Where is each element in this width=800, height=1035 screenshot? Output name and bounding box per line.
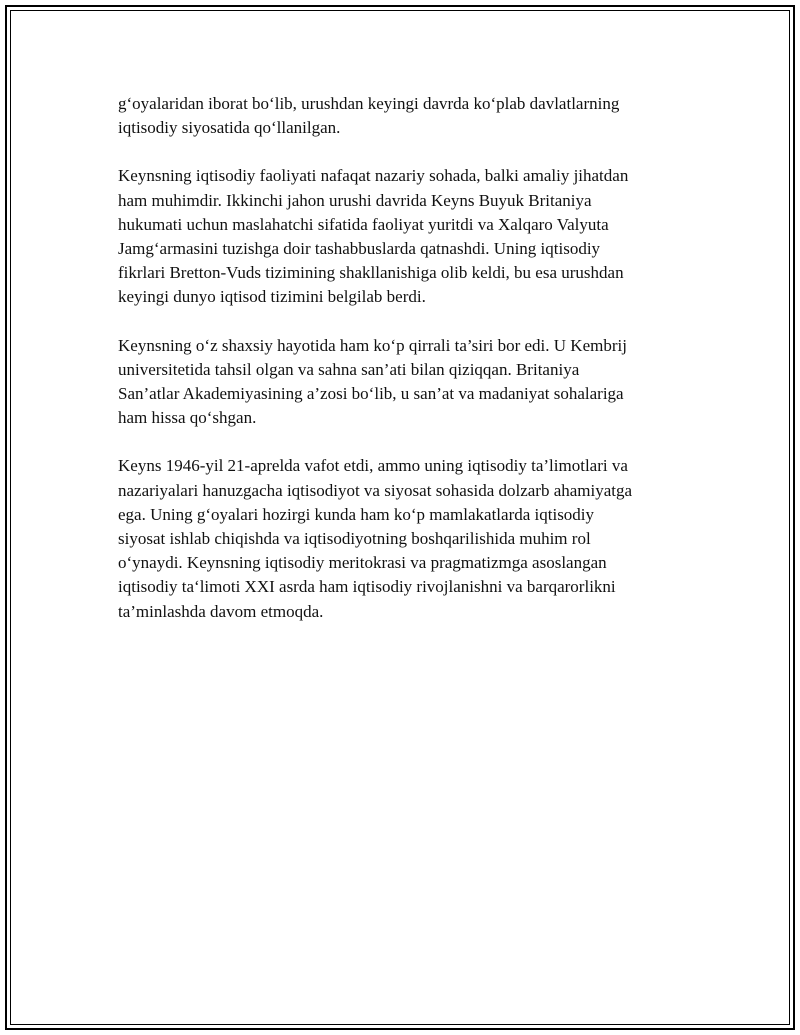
text-line: ham muhimdir. Ikkinchi jahon urushi davrida Keyns Buyuk Britaniya [118,190,592,210]
text-line: Jamg‘armasini tuzishga doir tashabbuslarda qatnashdi. Uning iqtisodiy [118,239,601,259]
text-line: iqtisodiy ta‘limoti XXI asrda ham iqtisodiy rivojlanishni va barqarorlikni [118,577,616,597]
text-line: Keynsning iqtisodiy faoliyati nafaqat nazariy sohada, balki amaliy jihatdan [118,166,629,186]
text-line: fikrlari Bretton-Vuds tizimining shakllanishiga olib keldi, bu esa urushdan [118,263,624,283]
text-line: ta’minlashda davom etmoqda. [118,601,324,621]
text-line: o‘ynaydi. Keynsning iqtisodiy meritokrasi va pragmatizmga asoslangan [118,553,607,573]
text-line: siyosat ishlab chiqishda va iqtisodiyotning boshqarilishida muhim rol [118,529,591,549]
paragraph-4 [118,454,688,623]
text-line: Keyns 1946-yil 21-aprelda vafot etdi, ammo uning iqtisodiy ta’limotlari va [118,456,628,476]
paragraph-3 [118,334,688,431]
paragraph-2 [118,164,688,309]
text-line: iqtisodiy siyosatida qo‘llanilgan. [118,118,341,138]
text-line: nazariyalari hanuzgacha iqtisodiyot va siyosat sohasida dolzarb ahamiyatga [118,480,633,500]
text-line: universitetida tahsil olgan va sahna san’ati bilan qiziqqan. Britaniya [118,359,580,379]
document-body [118,92,688,648]
text-line: g‘oyalaridan iborat bo‘lib, urushdan keyingi davrda ko‘plab davlatlarning [118,94,620,113]
text-line: ega. Uning g‘oyalari hozirgi kunda ham ko‘p mamlakatlarda iqtisodiy [118,504,595,524]
text-line: ham hissa qo‘shgan. [118,408,257,428]
text-line: San’atlar Akademiyasining a’zosi bo‘lib, u san’at va madaniyat sohalariga [118,384,624,404]
text-line: hukumati uchun maslahatchi sifatida faoliyat yuritdi va Xalqaro Valyuta [118,214,609,234]
text-line: keyingi dunyo iqtisod tizimini belgilab berdi. [118,287,426,307]
paragraph-1 [118,92,688,140]
text-line: Keynsning o‘z shaxsiy hayotida ham ko‘p qirrali ta’siri bor edi. U Kembrij [118,335,627,355]
